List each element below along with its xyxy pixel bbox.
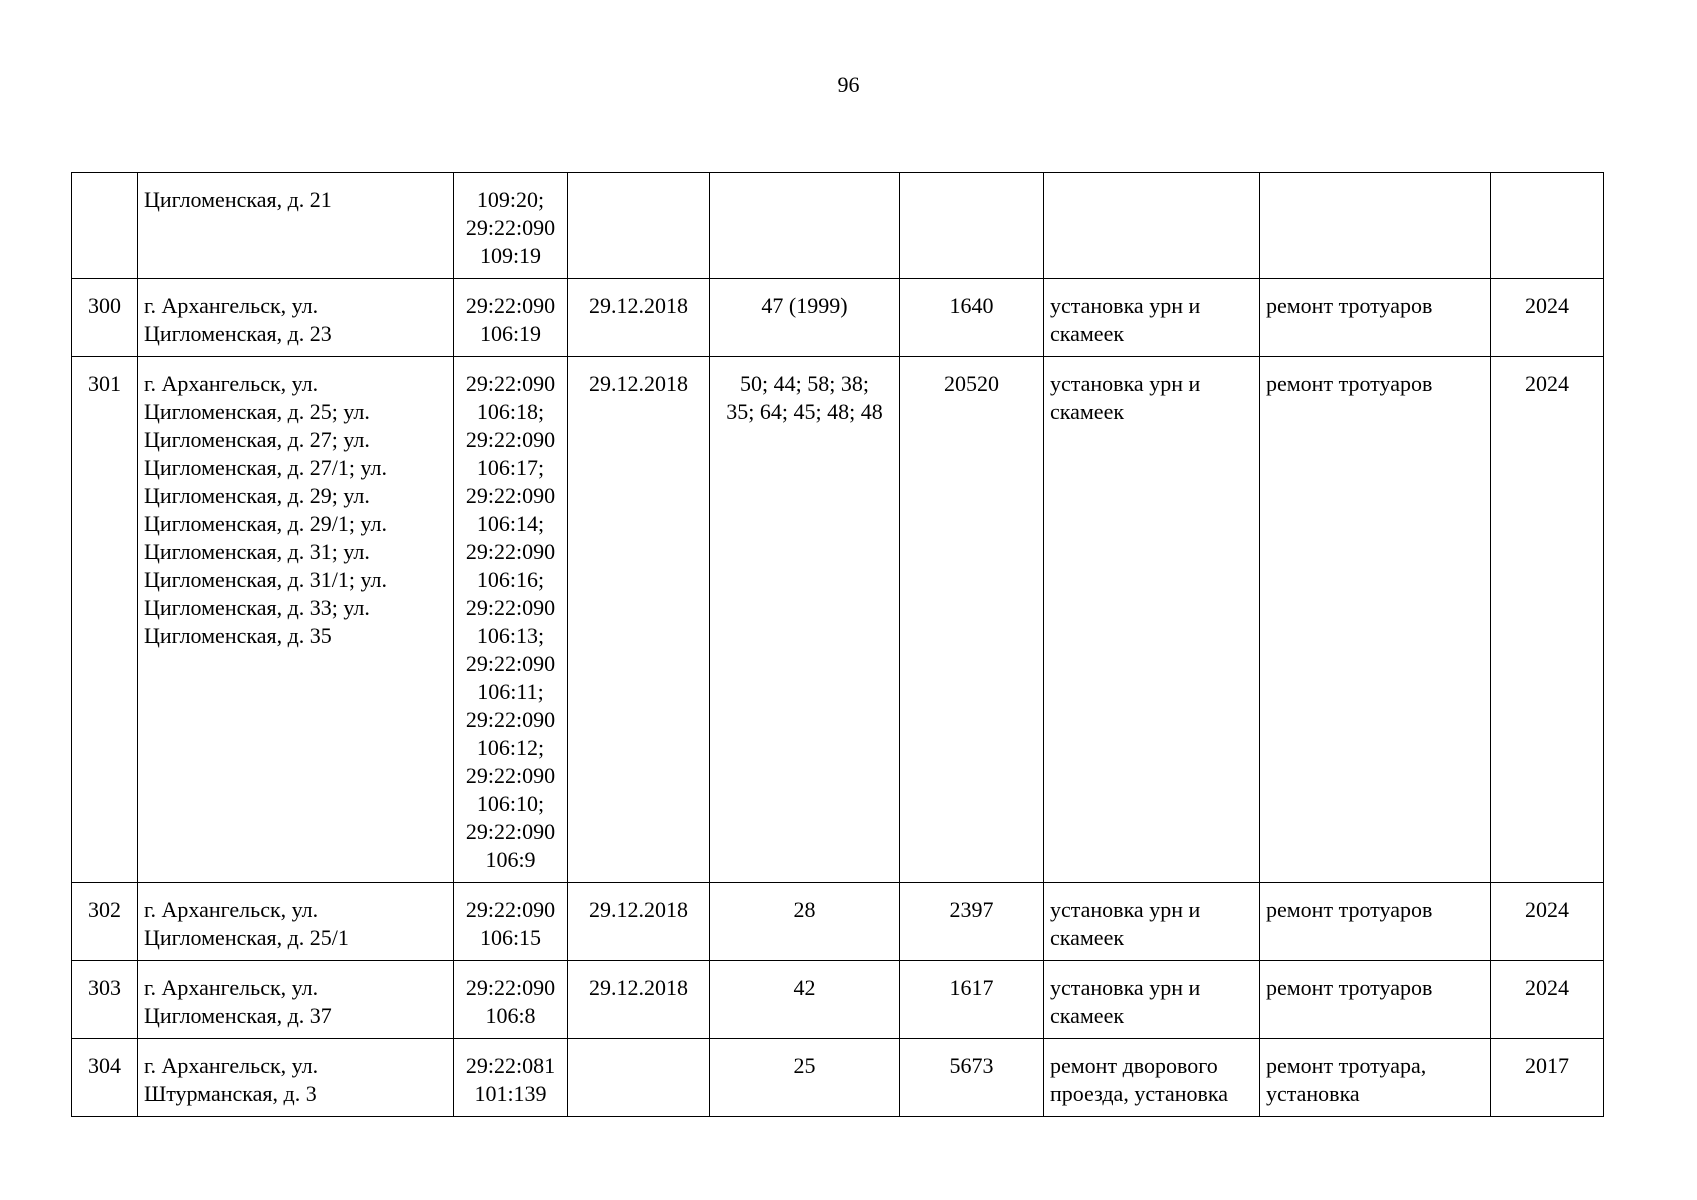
area-cell: 1640 <box>900 279 1044 357</box>
yard-works-line: установка урн и <box>1050 371 1201 396</box>
cadastral-number-line: 106:19 <box>479 321 542 346</box>
yard-works-line: ремонт дворового <box>1050 1053 1218 1078</box>
cadastral-number-line: 29:22:090 <box>465 483 556 508</box>
cadastral-number-line: 101:139 <box>474 1081 547 1106</box>
address-cell <box>138 279 454 357</box>
address-cell <box>138 173 454 279</box>
apartments-cell <box>710 357 900 883</box>
yard-works-cell <box>1044 173 1260 279</box>
apartments-cell <box>710 883 900 961</box>
sidewalk-works-cell <box>1260 357 1491 883</box>
sidewalk-works-line: ремонт тротуаров <box>1266 975 1433 1000</box>
address-line: г. Архангельск, ул. <box>144 293 319 318</box>
cadastral-number-line: 106:8 <box>485 1003 536 1028</box>
cadastral-number-line: 29:22:090 <box>465 897 556 922</box>
cadastral-number-line: 106:15 <box>479 925 542 950</box>
sidewalk-works-cell <box>1260 173 1491 279</box>
year-cell: 2017 <box>1491 1039 1604 1117</box>
sidewalk-works-line: ремонт тротуаров <box>1266 897 1433 922</box>
table-row <box>72 357 1604 883</box>
address-line: Цигломенская, д. 35 <box>144 623 332 648</box>
address-line: Цигломенская, д. 33; ул. <box>144 595 370 620</box>
yard-works-line: скамеек <box>1050 1003 1125 1028</box>
area-cell: 1617 <box>900 961 1044 1039</box>
yard-works-cell <box>1044 357 1260 883</box>
row-number-cell: 304 <box>72 1039 138 1117</box>
address-cell <box>138 1039 454 1117</box>
sidewalk-works-cell <box>1260 1039 1491 1117</box>
yard-works-line: установка урн и <box>1050 293 1201 318</box>
address-line: Цигломенская, д. 25; ул. <box>144 399 370 424</box>
cadastral-number-cell <box>454 279 568 357</box>
cadastral-number-line: 29:22:090 <box>465 293 556 318</box>
sidewalk-works-line: ремонт тротуаров <box>1266 371 1433 396</box>
row-number-cell: 301 <box>72 357 138 883</box>
date-cell: 29.12.2018 <box>568 883 710 961</box>
sidewalk-works-cell <box>1260 961 1491 1039</box>
address-line: Штурманская, д. 3 <box>144 1081 317 1106</box>
apartments-line: 35; 64; 45; 48; 48 <box>726 399 883 424</box>
apartments-line: 25 <box>793 1053 816 1078</box>
address-cell <box>138 883 454 961</box>
apartments-cell <box>710 1039 900 1117</box>
date-cell: 29.12.2018 <box>568 279 710 357</box>
date-cell <box>568 173 710 279</box>
address-line: г. Архангельск, ул. <box>144 975 319 1000</box>
area-cell: 20520 <box>900 357 1044 883</box>
yard-works-line: проезда, установка <box>1050 1081 1229 1106</box>
cadastral-number-line: 106:9 <box>485 847 536 872</box>
cadastral-number-line: 106:18; <box>476 399 545 424</box>
table-row <box>72 961 1604 1039</box>
address-line: Цигломенская, д. 25/1 <box>144 925 349 950</box>
yard-works-line: скамеек <box>1050 925 1125 950</box>
address-line: г. Архангельск, ул. <box>144 897 319 922</box>
yard-works-cell <box>1044 279 1260 357</box>
page-number: 96 <box>837 72 860 97</box>
cadastral-number-line: 106:16; <box>476 567 545 592</box>
apartments-line: 50; 44; 58; 38; <box>740 371 869 396</box>
apartments-cell <box>710 173 900 279</box>
table-row <box>72 279 1604 357</box>
row-number-cell: 302 <box>72 883 138 961</box>
cadastral-number-line: 29:22:090 <box>465 215 556 240</box>
cadastral-number-line: 29:22:090 <box>465 595 556 620</box>
cadastral-number-line: 29:22:090 <box>465 539 556 564</box>
table-body <box>72 173 1604 1117</box>
area-cell: 2397 <box>900 883 1044 961</box>
cadastral-number-cell <box>454 173 568 279</box>
yard-works-cell <box>1044 883 1260 961</box>
cadastral-number-line: 29:22:090 <box>465 651 556 676</box>
cadastral-number-line: 29:22:090 <box>465 371 556 396</box>
sidewalk-works-line: установка <box>1266 1081 1360 1106</box>
cadastral-number-cell <box>454 883 568 961</box>
address-line: Цигломенская, д. 21 <box>144 187 332 212</box>
apartments-line: 47 (1999) <box>761 293 848 318</box>
date-cell: 29.12.2018 <box>568 961 710 1039</box>
address-line: Цигломенская, д. 29; ул. <box>144 483 370 508</box>
cadastral-number-line: 106:10; <box>476 791 545 816</box>
table-row <box>72 883 1604 961</box>
cadastral-number-cell <box>454 961 568 1039</box>
row-number-cell: 300 <box>72 279 138 357</box>
address-line: г. Архангельск, ул. <box>144 371 319 396</box>
apartments-cell <box>710 961 900 1039</box>
apartments-line: 28 <box>793 897 816 922</box>
cadastral-number-line: 29:22:081 <box>465 1053 556 1078</box>
address-line: Цигломенская, д. 37 <box>144 1003 332 1028</box>
table-row <box>72 173 1604 279</box>
address-line: Цигломенская, д. 29/1; ул. <box>144 511 388 536</box>
address-line: Цигломенская, д. 23 <box>144 321 332 346</box>
registry-table <box>71 172 1604 1117</box>
yard-works-line: скамеек <box>1050 321 1125 346</box>
table-row <box>72 1039 1604 1117</box>
cadastral-number-line: 106:13; <box>476 623 545 648</box>
yard-works-line: установка урн и <box>1050 897 1201 922</box>
cadastral-number-line: 106:17; <box>476 455 545 480</box>
year-cell <box>1491 173 1604 279</box>
cadastral-number-line: 106:14; <box>476 511 545 536</box>
yard-works-line: скамеек <box>1050 399 1125 424</box>
address-line: г. Архангельск, ул. <box>144 1053 319 1078</box>
yard-works-cell <box>1044 1039 1260 1117</box>
cadastral-number-cell <box>454 1039 568 1117</box>
area-cell <box>900 173 1044 279</box>
address-line: Цигломенская, д. 27/1; ул. <box>144 455 388 480</box>
year-cell: 2024 <box>1491 279 1604 357</box>
cadastral-number-line: 29:22:090 <box>465 707 556 732</box>
sidewalk-works-line: ремонт тротуаров <box>1266 293 1433 318</box>
cadastral-number-line: 109:20; <box>476 187 545 212</box>
row-number-cell <box>72 173 138 279</box>
date-cell: 29.12.2018 <box>568 357 710 883</box>
cadastral-number-line: 29:22:090 <box>465 427 556 452</box>
sidewalk-works-line: ремонт тротуара, <box>1266 1053 1427 1078</box>
date-cell <box>568 1039 710 1117</box>
cadastral-number-line: 106:12; <box>476 735 545 760</box>
address-line: Цигломенская, д. 27; ул. <box>144 427 370 452</box>
sidewalk-works-cell <box>1260 883 1491 961</box>
area-cell: 5673 <box>900 1039 1044 1117</box>
address-line: Цигломенская, д. 31; ул. <box>144 539 370 564</box>
row-number-cell: 303 <box>72 961 138 1039</box>
cadastral-number-line: 29:22:090 <box>465 975 556 1000</box>
apartments-cell <box>710 279 900 357</box>
cadastral-number-line: 109:19 <box>479 243 542 268</box>
cadastral-number-line: 106:11; <box>477 679 544 704</box>
year-cell: 2024 <box>1491 357 1604 883</box>
yard-works-line: установка урн и <box>1050 975 1201 1000</box>
yard-works-cell <box>1044 961 1260 1039</box>
cadastral-number-line: 29:22:090 <box>465 763 556 788</box>
apartments-line: 42 <box>793 975 816 1000</box>
cadastral-number-line: 29:22:090 <box>465 819 556 844</box>
year-cell: 2024 <box>1491 883 1604 961</box>
year-cell: 2024 <box>1491 961 1604 1039</box>
address-line: Цигломенская, д. 31/1; ул. <box>144 567 388 592</box>
cadastral-number-cell <box>454 357 568 883</box>
address-cell <box>138 961 454 1039</box>
sidewalk-works-cell <box>1260 279 1491 357</box>
address-cell <box>138 357 454 883</box>
